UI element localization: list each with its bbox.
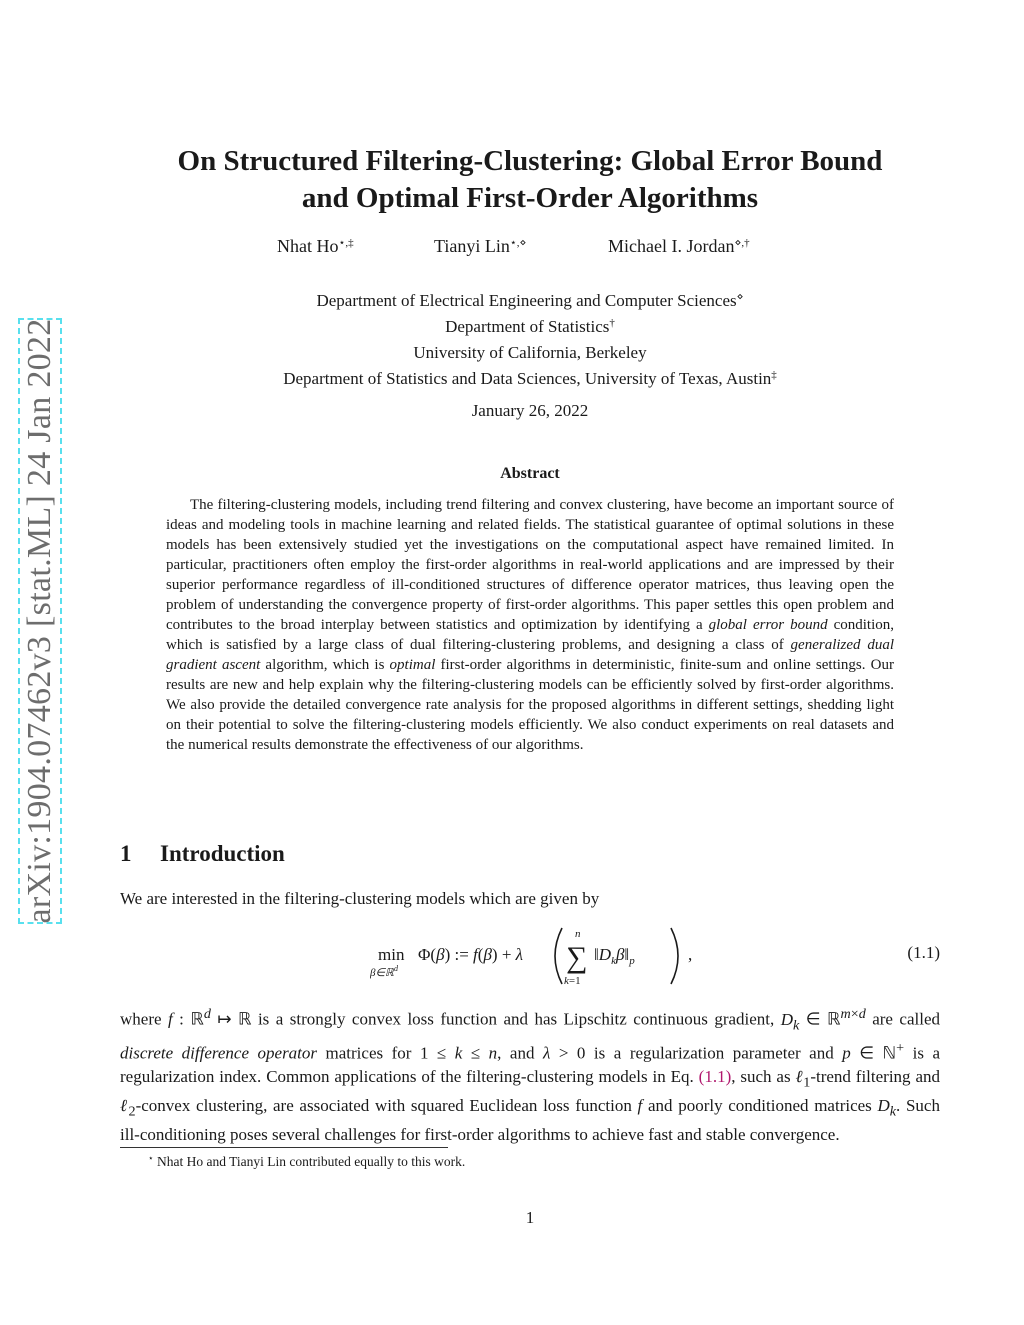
svg-text:n: n	[575, 928, 581, 940]
svg-text:d: d	[394, 964, 398, 973]
author-1	[277, 236, 354, 257]
page-number: 1	[525, 1208, 535, 1227]
arxiv-stamp-text: arXiv:1904.07462v3 [stat.ML] 24 Jan 2022	[21, 318, 58, 924]
svg-text:‖Dkβ‖p: $‖D_k\beta‖_p$	[594, 945, 635, 967]
emphasis: discrete difference operator	[120, 1043, 318, 1063]
paper-date: January 26, 2022	[471, 401, 589, 420]
emphasis: optimal	[389, 657, 436, 673]
svg-text:min: min	[378, 945, 405, 964]
intro-paragraph-1: We are interested in the filtering-clustering models which are given by	[120, 889, 600, 908]
equation-1-1	[120, 922, 940, 988]
author-name: Michael I. Jordan	[608, 236, 735, 256]
footnote	[148, 1153, 465, 1170]
author-marks: ⋆,⋄	[509, 237, 527, 249]
title-line-2: and Optimal First-Order Algorithms	[301, 182, 759, 214]
svg-text:∑: ∑	[566, 941, 588, 974]
affiliation-line: University of California, Berkeley	[413, 343, 647, 362]
abstract-body: The filtering-clustering models, including trend filtering and convex clustering, have become an important source of ideas and modeling tools in machine learning and related fields. The statistical guarantee of optimal solutions in these models has been extensively studied yet the investigations on the computational aspect have remained limited. In particular, practitioners often employ the first-order algorithms in real-world applications and are impressed by their superior performance regardless of ill-conditioned structures of difference operator matrices, thus leaving open the problem of understanding the convergence property of first-order algorithms. This paper settles this open problem and contributes to the broad interplay between statistics and optimization by identifying a global error bound condition, which is satisfied by a large class of dual filtering-clustering problems, and designing a class of generalized dual gradient ascent algorithm, which is optimal first-order algorithms in deterministic, finite-sum and online settings. Our results are new and help explain why the filtering-clustering models can be efficiently solved by first-order algorithms. We also provide the detailed convergence rate analysis for the proposed algorithms in different settings, shedding light on their potential to solve the filtering-clustering models efficiently. We also conduct experiments on real datasets and the numerical results demonstrate the effectiveness of our algorithms.	[166, 497, 894, 753]
footnote-mark: ⋆	[148, 1153, 154, 1163]
section-title: Introduction	[160, 841, 285, 866]
section-heading	[120, 841, 285, 867]
abstract-heading: Abstract	[500, 465, 560, 482]
title-line-1: On Structured Filtering-Clustering: Global Error Bound	[177, 145, 883, 177]
equation-number: (1.1)	[907, 943, 940, 962]
emphasis: generalized dual gradient ascent	[166, 637, 894, 673]
affiliation-line: Department of Electrical Engineering and Computer Sciences⋄	[316, 291, 744, 310]
equation-ref-link[interactable]: (1.1)	[698, 1066, 732, 1086]
affiliation-line: Department of Statistics†	[445, 317, 615, 336]
author-name: Nhat Ho	[277, 236, 339, 256]
author-name: Tianyi Lin	[434, 236, 510, 256]
affiliations	[120, 286, 940, 390]
svg-text:Φ(β) := f(β) + λ: Φ(β) := f(β) + λ	[418, 945, 524, 964]
affiliation-line: Department of Statistics and Data Sciences, University of Texas, Austin‡	[283, 369, 777, 388]
footnote-rule	[120, 1147, 448, 1148]
author-3	[608, 236, 750, 257]
intro-paragraph-2: where f : ℝ$^d$ ↦ ℝ is a strongly convex loss function and has Lipschitz continuous gradient, $D_k$ ∈ ℝ$^{m\times d}$ are called discrete difference operator matrices for 1 ≤ k ≤ n, and λ > 0 is a regularization parameter and p ∈ ℕ+ is a regularization index. Common applications of the filtering-clustering models in Eq. (1.1), such as ℓ$_1$-trend filtering and ℓ$_2$-convex clustering, are associated with squared Euclidean loss function f and poorly conditioned matrices $D_k$. Such ill-conditioning poses several challenges for first-order algorithms to achieve fast and stable convergence.	[120, 1006, 941, 1145]
author-2	[434, 236, 526, 257]
author-marks: ⋆,‡	[338, 237, 354, 249]
paper-title	[120, 143, 940, 217]
svg-text:,: ,	[688, 945, 693, 964]
svg-text:k=1: k=1	[564, 975, 581, 987]
arxiv-stamp	[18, 318, 62, 924]
footnote-text: Nhat Ho and Tianyi Lin contributed equally to this work.	[157, 1154, 466, 1169]
equation-formula	[370, 922, 700, 988]
author-marks: ⋄,†	[734, 237, 750, 249]
svg-text:β∈ℝ: β∈ℝ	[370, 967, 394, 979]
section-number: 1	[120, 841, 132, 866]
emphasis: global error bound	[708, 617, 828, 633]
